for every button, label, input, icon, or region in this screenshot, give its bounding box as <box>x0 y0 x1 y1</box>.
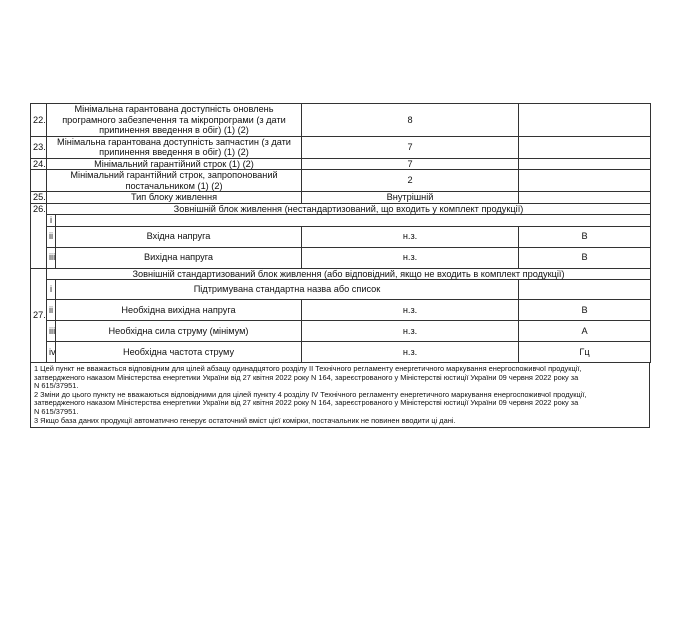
footnote-line: 2 Зміни до цього пункту не вважаються відповідними для цілей пункту 4 розділу IV Технічного регламенту енергетичного маркування енергоспоживчої продукції, <box>34 389 587 399</box>
table-row <box>31 136 651 158</box>
footnotes <box>30 363 650 428</box>
row-extra <box>519 170 651 192</box>
row-number: 22. <box>31 104 47 137</box>
product-info-table <box>30 103 651 363</box>
sub-item-label: Необхідна частота струму <box>56 342 302 363</box>
sub-item-unit: В <box>519 300 651 321</box>
sub-item-number: i <box>47 280 56 300</box>
product-info-document <box>30 103 650 428</box>
row-number: 26. <box>31 203 47 268</box>
sub-item-number: iii <box>47 247 56 268</box>
sub-item-label: Підтримувана стандартна назва або список <box>56 280 519 300</box>
row-value: 7 <box>302 158 519 170</box>
table-row <box>31 215 651 227</box>
section-header-row <box>31 268 651 280</box>
row-description: Мінімальна гарантована доступність оновлень програмного забезпечення та мікропрограми (з дати припинення введення в обіг) (1) (2) <box>47 104 302 137</box>
row-number: 27. <box>31 268 47 363</box>
sub-item-value: н.з. <box>302 342 519 363</box>
sub-item-unit: В <box>519 226 651 247</box>
row-value: 8 <box>302 104 519 137</box>
row-number: 25. <box>31 192 47 204</box>
table-row <box>31 170 651 192</box>
sub-item-value: н.з. <box>302 247 519 268</box>
row-extra <box>519 158 651 170</box>
row-number <box>31 170 47 192</box>
footnote-line: N 615/37951. <box>34 381 79 391</box>
sub-item-value: н.з. <box>302 300 519 321</box>
section-title: Зовнішній стандартизований блок живлення (або відповідний, якщо не входить в комплект продукції) <box>47 268 651 280</box>
row-number: 23. <box>31 136 47 158</box>
sub-item-unit: А <box>519 321 651 342</box>
sub-item-number: ii <box>47 300 56 321</box>
row-extra <box>519 104 651 137</box>
section-title: Зовнішній блок живлення (нестандартизований, що входить у комплект продукції) <box>47 203 651 215</box>
sub-item-label: Необхідна вихідна напруга <box>56 300 302 321</box>
row-description: Тип блоку живлення <box>47 192 302 204</box>
row-value: Внутрішній <box>302 192 519 204</box>
row-description: Мінімальна гарантована доступність запчастин (з дати припинення введення в обіг) (1) (2) <box>47 136 302 158</box>
row-value: 2 <box>302 170 519 192</box>
sub-item-unit: В <box>519 247 651 268</box>
table-row <box>31 247 651 268</box>
sub-item-extra <box>519 280 651 300</box>
table-row <box>31 342 651 363</box>
sub-item-label: Необхідна сила струму (мінімум) <box>56 321 302 342</box>
footnote-line: затвердженого наказом Міністерства енергетики України від 27 квітня 2022 року N 164, зареєстрованого у Міністерстві юстиції України 09 червня 2022 року за <box>34 398 579 408</box>
sub-item-number: iv <box>47 342 56 363</box>
sub-item-value: н.з. <box>302 226 519 247</box>
footnote-line: 1 Цей пункт не вважається відповідним для цілей абзацу одинадцятого розділу II Технічного регламенту енергетичного маркування енергоспоживчої продукції, <box>34 364 582 373</box>
table-row <box>31 300 651 321</box>
table-row <box>31 104 651 137</box>
footnote-line: 3 Якщо база даних продукції автоматично генерує остаточний вміст цієї комірки, постачальник не повинен вводити ці дані. <box>34 415 456 425</box>
sub-item-unit: Гц <box>519 342 651 363</box>
row-number: 24. <box>31 158 47 170</box>
footnote-line: затвердженого наказом Міністерства енергетики України від 27 квітня 2022 року N 164, зареєстрованого у Міністерстві юстиції України 09 червня 2022 року за <box>34 372 579 382</box>
sub-item-number: i <box>47 215 56 227</box>
footnote-line: N 615/37951. <box>34 406 79 416</box>
table-row <box>31 280 651 300</box>
sub-item-value: н.з. <box>302 321 519 342</box>
table-row <box>31 226 651 247</box>
row-value: 7 <box>302 136 519 158</box>
row-description: Мінімальний гарантійний строк (1) (2) <box>47 158 302 170</box>
sub-item-number: ii <box>47 226 56 247</box>
sub-item-number: iii <box>47 321 56 342</box>
sub-item-label <box>56 215 651 227</box>
sub-item-label: Вихідна напруга <box>56 247 302 268</box>
table-row <box>31 158 651 170</box>
section-header-row <box>31 203 651 215</box>
table-row <box>31 321 651 342</box>
row-description: Мінімальний гарантійний строк, запропонований постачальником (1) (2) <box>47 170 302 192</box>
sub-item-label: Вхідна напруга <box>56 226 302 247</box>
row-extra <box>519 136 651 158</box>
table-row <box>31 192 651 204</box>
row-extra <box>519 192 651 204</box>
